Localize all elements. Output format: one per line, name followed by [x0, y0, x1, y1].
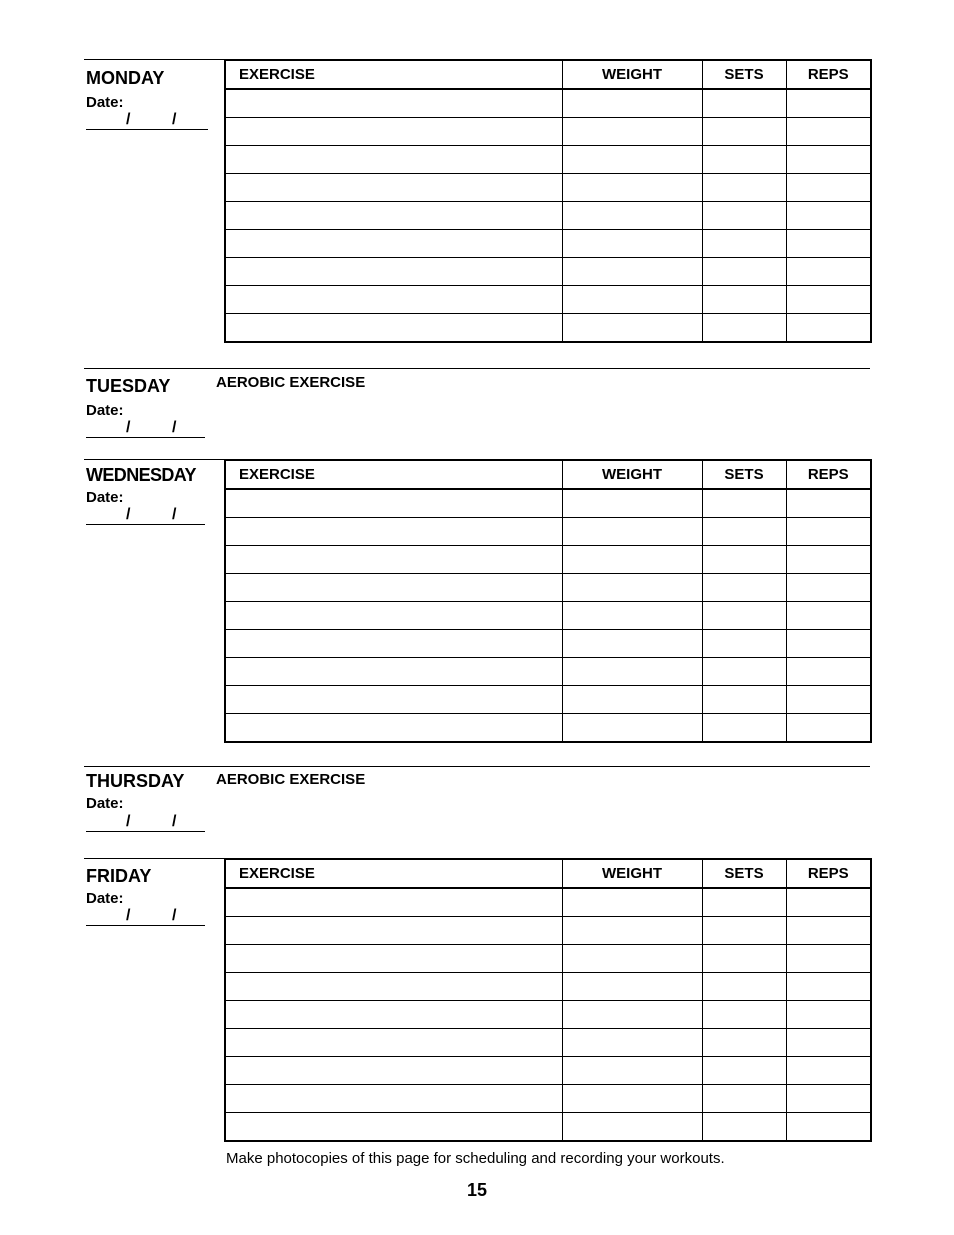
weight-cell[interactable] [562, 658, 702, 686]
sets-column-header: SETS [702, 859, 786, 888]
exercise-cell[interactable] [225, 230, 562, 258]
reps-cell[interactable] [786, 89, 871, 118]
sets-cell[interactable] [702, 174, 786, 202]
monday-workout-table [224, 59, 872, 343]
sets-cell[interactable] [702, 602, 786, 630]
sets-cell[interactable] [702, 1029, 786, 1057]
table-row [225, 602, 871, 630]
table-row [225, 258, 871, 286]
sets-cell[interactable] [702, 202, 786, 230]
table-row [225, 489, 871, 518]
reps-cell[interactable] [786, 1029, 871, 1057]
exercise-cell[interactable] [225, 658, 562, 686]
reps-cell[interactable] [786, 1113, 871, 1142]
reps-cell[interactable] [786, 174, 871, 202]
exercise-cell[interactable] [225, 888, 562, 917]
date-slash: / [172, 907, 177, 924]
weight-cell[interactable] [562, 174, 702, 202]
reps-column-header: REPS [786, 859, 871, 888]
table-row [225, 89, 871, 118]
thursday-heading: THURSDAY [86, 771, 185, 791]
table-row [225, 546, 871, 574]
table-row [225, 686, 871, 714]
tuesday-heading: TUESDAY [86, 376, 171, 396]
monday-date-label: Date: [86, 94, 124, 111]
date-slash: / [126, 419, 131, 436]
exercise-cell[interactable] [225, 286, 562, 314]
sets-cell[interactable] [702, 1113, 786, 1142]
thursday-aerobic-label: AEROBIC EXERCISE [216, 771, 366, 788]
sets-cell[interactable] [702, 945, 786, 973]
sets-cell[interactable] [702, 89, 786, 118]
reps-cell[interactable] [786, 546, 871, 574]
thursday-date-field[interactable] [86, 813, 205, 832]
exercise-cell[interactable] [225, 518, 562, 546]
friday-heading: FRIDAY [86, 866, 152, 886]
table-row [225, 973, 871, 1001]
sets-cell[interactable] [702, 917, 786, 945]
reps-cell[interactable] [786, 489, 871, 518]
tuesday-top-rule [84, 368, 870, 369]
exercise-cell[interactable] [225, 1113, 562, 1142]
date-slash: / [126, 813, 131, 830]
wednesday-heading: WEDNESDAY [86, 465, 196, 485]
date-slash: / [126, 111, 131, 128]
exercise-cell[interactable] [225, 118, 562, 146]
exercise-cell[interactable] [225, 1001, 562, 1029]
footnote: Make photocopies of this page for scheduling and recording your workouts. [226, 1150, 725, 1167]
reps-cell[interactable] [786, 888, 871, 917]
sets-column-header: SETS [702, 60, 786, 89]
exercise-cell[interactable] [225, 258, 562, 286]
weight-cell[interactable] [562, 888, 702, 917]
sets-cell[interactable] [702, 574, 786, 602]
table-row [225, 888, 871, 917]
friday-date-label: Date: [86, 890, 124, 907]
monday-top-rule [84, 59, 226, 60]
exercise-cell[interactable] [225, 146, 562, 174]
table-row [225, 1001, 871, 1029]
exercise-column-header: EXERCISE [225, 460, 562, 489]
table-row [225, 658, 871, 686]
table-row [225, 1029, 871, 1057]
table-row [225, 1113, 871, 1142]
table-row [225, 630, 871, 658]
exercise-cell[interactable] [225, 1057, 562, 1085]
exercise-cell[interactable] [225, 314, 562, 343]
table-row [225, 917, 871, 945]
friday-workout-table [224, 858, 872, 1142]
exercise-cell[interactable] [225, 174, 562, 202]
weight-cell[interactable] [562, 630, 702, 658]
sets-cell[interactable] [702, 973, 786, 1001]
weight-cell[interactable] [562, 1113, 702, 1142]
weight-cell[interactable] [562, 286, 702, 314]
reps-cell[interactable] [786, 258, 871, 286]
table-row [225, 314, 871, 343]
exercise-cell[interactable] [225, 574, 562, 602]
reps-cell[interactable] [786, 1001, 871, 1029]
sets-cell[interactable] [702, 1001, 786, 1029]
exercise-cell[interactable] [225, 546, 562, 574]
tuesday-date-label: Date: [86, 402, 124, 419]
reps-cell[interactable] [786, 230, 871, 258]
weight-cell[interactable] [562, 146, 702, 174]
weight-cell[interactable] [562, 202, 702, 230]
wednesday-date-label: Date: [86, 489, 124, 506]
exercise-cell[interactable] [225, 686, 562, 714]
sets-cell[interactable] [702, 630, 786, 658]
reps-cell[interactable] [786, 714, 871, 743]
weight-cell[interactable] [562, 314, 702, 343]
weight-cell[interactable] [562, 1029, 702, 1057]
reps-cell[interactable] [786, 202, 871, 230]
date-slash: / [126, 907, 131, 924]
weight-cell[interactable] [562, 945, 702, 973]
reps-cell[interactable] [786, 574, 871, 602]
exercise-cell[interactable] [225, 630, 562, 658]
weight-cell[interactable] [562, 602, 702, 630]
thursday-date-label: Date: [86, 795, 124, 812]
reps-cell[interactable] [786, 314, 871, 343]
table-row [225, 518, 871, 546]
exercise-cell[interactable] [225, 917, 562, 945]
reps-cell[interactable] [786, 1085, 871, 1113]
date-slash: / [172, 419, 177, 436]
table-row [225, 230, 871, 258]
reps-cell[interactable] [786, 630, 871, 658]
table-row [225, 574, 871, 602]
sets-cell[interactable] [702, 518, 786, 546]
exercise-cell[interactable] [225, 89, 562, 118]
reps-cell[interactable] [786, 602, 871, 630]
sets-cell[interactable] [702, 258, 786, 286]
sets-cell[interactable] [702, 546, 786, 574]
table-row [225, 174, 871, 202]
sets-cell[interactable] [702, 286, 786, 314]
table-row [225, 945, 871, 973]
sets-cell[interactable] [702, 1085, 786, 1113]
exercise-column-header: EXERCISE [225, 60, 562, 89]
date-slash: / [172, 506, 177, 523]
exercise-column-header: EXERCISE [225, 859, 562, 888]
table-row [225, 1057, 871, 1085]
exercise-cell[interactable] [225, 1085, 562, 1113]
sets-cell[interactable] [702, 1057, 786, 1085]
weight-cell[interactable] [562, 973, 702, 1001]
table-row [225, 286, 871, 314]
exercise-cell[interactable] [225, 945, 562, 973]
weight-cell[interactable] [562, 1001, 702, 1029]
exercise-cell[interactable] [225, 202, 562, 230]
sets-cell[interactable] [702, 686, 786, 714]
tuesday-aerobic-label: AEROBIC EXERCISE [216, 374, 366, 391]
weight-cell[interactable] [562, 489, 702, 518]
table-row [225, 1085, 871, 1113]
weight-cell[interactable] [562, 1057, 702, 1085]
reps-column-header: REPS [786, 60, 871, 89]
weight-cell[interactable] [562, 686, 702, 714]
date-slash: / [172, 111, 177, 128]
reps-cell[interactable] [786, 118, 871, 146]
tuesday-date-field[interactable] [86, 419, 205, 438]
weight-cell[interactable] [562, 917, 702, 945]
wednesday-top-rule [84, 459, 226, 460]
reps-cell[interactable] [786, 518, 871, 546]
weight-column-header: WEIGHT [562, 460, 702, 489]
weight-column-header: WEIGHT [562, 859, 702, 888]
table-row [225, 118, 871, 146]
monday-heading: MONDAY [86, 68, 165, 88]
friday-top-rule [84, 858, 226, 859]
date-slash: / [126, 506, 131, 523]
sets-cell[interactable] [702, 714, 786, 743]
sets-column-header: SETS [702, 460, 786, 489]
table-row [225, 714, 871, 743]
exercise-cell[interactable] [225, 602, 562, 630]
reps-cell[interactable] [786, 146, 871, 174]
weight-cell[interactable] [562, 258, 702, 286]
reps-cell[interactable] [786, 1057, 871, 1085]
date-slash: / [172, 813, 177, 830]
table-row [225, 202, 871, 230]
sets-cell[interactable] [702, 146, 786, 174]
sets-cell[interactable] [702, 658, 786, 686]
reps-column-header: REPS [786, 460, 871, 489]
wednesday-workout-table [224, 459, 872, 743]
exercise-cell[interactable] [225, 973, 562, 1001]
reps-cell[interactable] [786, 686, 871, 714]
friday-date-field[interactable] [86, 907, 205, 926]
weight-cell[interactable] [562, 518, 702, 546]
exercise-cell[interactable] [225, 489, 562, 518]
reps-cell[interactable] [786, 286, 871, 314]
wednesday-date-field[interactable] [86, 506, 205, 525]
exercise-cell[interactable] [225, 714, 562, 743]
weight-cell[interactable] [562, 1085, 702, 1113]
weight-column-header: WEIGHT [562, 60, 702, 89]
thursday-top-rule [84, 766, 870, 767]
reps-cell[interactable] [786, 917, 871, 945]
weight-cell[interactable] [562, 89, 702, 118]
weight-cell[interactable] [562, 118, 702, 146]
reps-cell[interactable] [786, 973, 871, 1001]
weight-cell[interactable] [562, 714, 702, 743]
monday-date-field[interactable] [86, 111, 208, 130]
weight-cell[interactable] [562, 574, 702, 602]
sets-cell[interactable] [702, 888, 786, 917]
reps-cell[interactable] [786, 945, 871, 973]
table-row [225, 146, 871, 174]
sets-cell[interactable] [702, 118, 786, 146]
sets-cell[interactable] [702, 230, 786, 258]
reps-cell[interactable] [786, 658, 871, 686]
sets-cell[interactable] [702, 489, 786, 518]
exercise-cell[interactable] [225, 1029, 562, 1057]
weight-cell[interactable] [562, 230, 702, 258]
weight-cell[interactable] [562, 546, 702, 574]
sets-cell[interactable] [702, 314, 786, 343]
page-number: 15 [466, 1180, 488, 1200]
